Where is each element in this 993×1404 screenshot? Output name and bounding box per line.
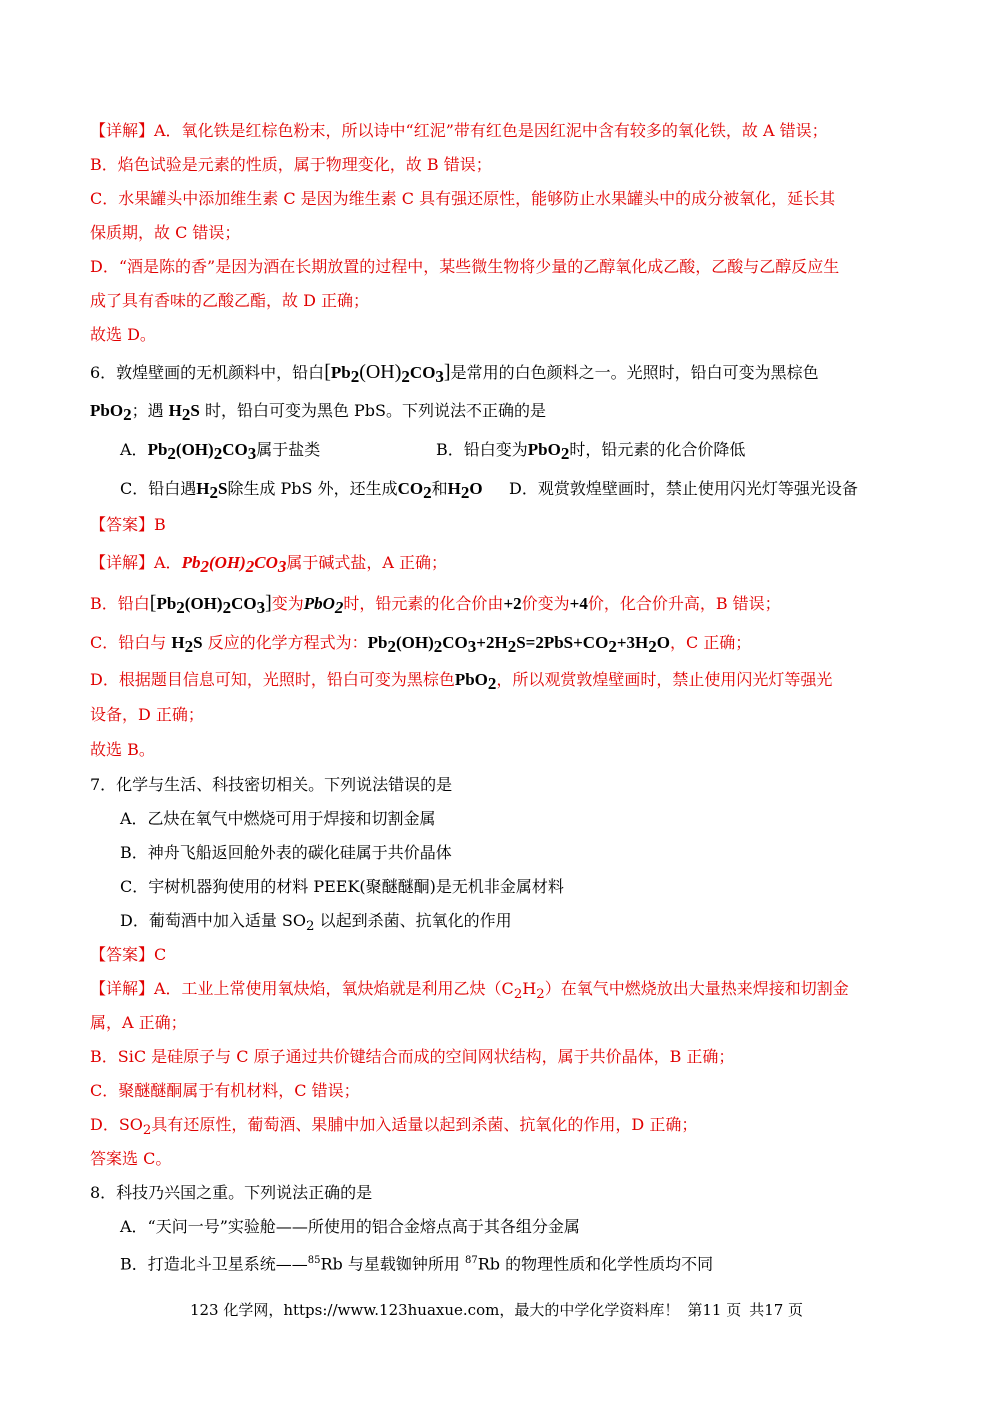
explanation-line: B．铅白$[Pb_2(OH)_2CO_3]$变为PbO$_2$时，铅元素的化合价由+2价变为+4价，化合价升高，B 错误； bbox=[90, 592, 781, 618]
option-a: A．“天问一号”实验舱——所使用的铝合金熔点高于其各组分金属 bbox=[120, 1217, 580, 1236]
question-6-stem: 6．敦煌壁画的无机颜料中，铅白$[Pb_2(OH)_2CO_3]$是常用的白色颜料之一。光照时，铅白可变为黑棕色 bbox=[90, 361, 819, 387]
footer-page-number: 第11 页 bbox=[687, 1301, 742, 1319]
explanation-line: 故选 D。 bbox=[90, 325, 156, 344]
option-b: B．铅白变为PbO$_2$时，铅元素的化合价降低 bbox=[436, 440, 746, 464]
explanation-line: D．“酒是陈的香”是因为酒在长期放置的过程中，某些微生物将少量的乙醇氧化成乙酸，乙酸与乙醇反应生 bbox=[90, 257, 840, 276]
explanation-line: C．水果罐头中添加维生素 C 是因为维生素 C 具有强还原性，能够防止水果罐头中的成分被氧化，延长其 bbox=[90, 189, 836, 208]
explanation-line: 【详解】A．工业上常使用氧炔焰，氧炔焰就是利用乙炔$(C_2H_2)$在氧气中燃烧放出大量热来焊接和切割金 bbox=[90, 979, 849, 1003]
explanation-line: 保质期，故 C 错误； bbox=[90, 223, 241, 242]
option-a: A．乙炔在氧气中燃烧可用于焊接和切割金属 bbox=[120, 809, 436, 828]
explanation-line: C．聚醚醚酮属于有机材料，C 错误； bbox=[90, 1081, 360, 1100]
option-b: B．神舟飞船返回舱外表的碳化硅属于共价晶体 bbox=[120, 843, 452, 862]
explanation-line: 属，A 正确； bbox=[90, 1013, 187, 1032]
explanation-line: B．SiC 是硅原子与 C 原子通过共价键结合而成的空间网状结构，属于共价晶体，B 正确； bbox=[90, 1047, 735, 1066]
question-7-stem: 7．化学与生活、科技密切相关。下列说法错误的是 bbox=[90, 775, 453, 794]
option-b: B．打造北斗卫星系统——$^{85}$Rb 与星载铷钟所用 $^{87}$Rb 的物理性质和化学性质均不同 bbox=[120, 1254, 714, 1274]
explanation-line: 设备，D 正确； bbox=[90, 705, 204, 724]
question-6-stem: PbO$_2$；遇 $H_2S$ 时，铅白可变为黑色 PbS。下列说法不正确的是 bbox=[90, 401, 547, 425]
option-a: A．$Pb_2(OH)_2CO_3$属于盐类 bbox=[120, 440, 321, 464]
explanation-line: 成了具有香味的乙酸乙酯，故 D 正确； bbox=[90, 291, 370, 310]
question-8-stem: 8．科技乃兴国之重。下列说法正确的是 bbox=[90, 1183, 373, 1202]
option-c: C．铅白遇$H_2S$除生成 PbS 外，还生成$CO_2$和$H_2O$ bbox=[120, 479, 483, 503]
explanation-line: 【详解】A．氧化铁是红棕色粉末，所以诗中“红泥”带有红色是因红泥中含有较多的氧化铁，故 A 错误； bbox=[90, 121, 828, 140]
explanation-line: C．铅白与 $H_2S$ 反应的化学方程式为：$Pb_2(OH)_2CO_3+2H_2S=2PbS+CO_2+3H_2O$，C 正确； bbox=[90, 633, 752, 657]
explanation-line: 【详解】A．$Pb_2(OH)_2CO_3$属于碱式盐，A 正确； bbox=[90, 553, 448, 577]
page-footer bbox=[0, 1300, 993, 1320]
option-d: D．观赏敦煌壁画时，禁止使用闪光灯等强光设备 bbox=[509, 479, 858, 498]
answer-label: 【答案】C bbox=[90, 945, 167, 964]
answer-label: 【答案】B bbox=[90, 515, 166, 534]
option-c: C．宇树机器狗使用的材料 PEEK(聚醚醚酮)是无机非金属材料 bbox=[120, 877, 564, 896]
explanation-line: B．焰色试验是元素的性质，属于物理变化，故 B 错误； bbox=[90, 155, 492, 174]
option-d: D．葡萄酒中加入适量 $SO_2$ 以起到杀菌、抗氧化的作用 bbox=[120, 911, 512, 935]
explanation-line: D．根据题目信息可知，光照时，铅白可变为黑棕色PbO$_2$，所以观赏敦煌壁画时，禁止使用闪光灯等强光 bbox=[90, 670, 833, 694]
explanation-line: 故选 B。 bbox=[90, 740, 155, 759]
footer-page-total: 共17 页 bbox=[749, 1301, 804, 1319]
footer-site: 123 化学网，https://www.123huaxue.com，最大的中学化学资料库！ bbox=[189, 1301, 680, 1319]
explanation-line: 答案选 C。 bbox=[90, 1149, 172, 1168]
explanation-line: D．$SO_2$具有还原性，葡萄酒、果脯中加入适量以起到杀菌、抗氧化的作用，D 正确； bbox=[90, 1115, 698, 1139]
